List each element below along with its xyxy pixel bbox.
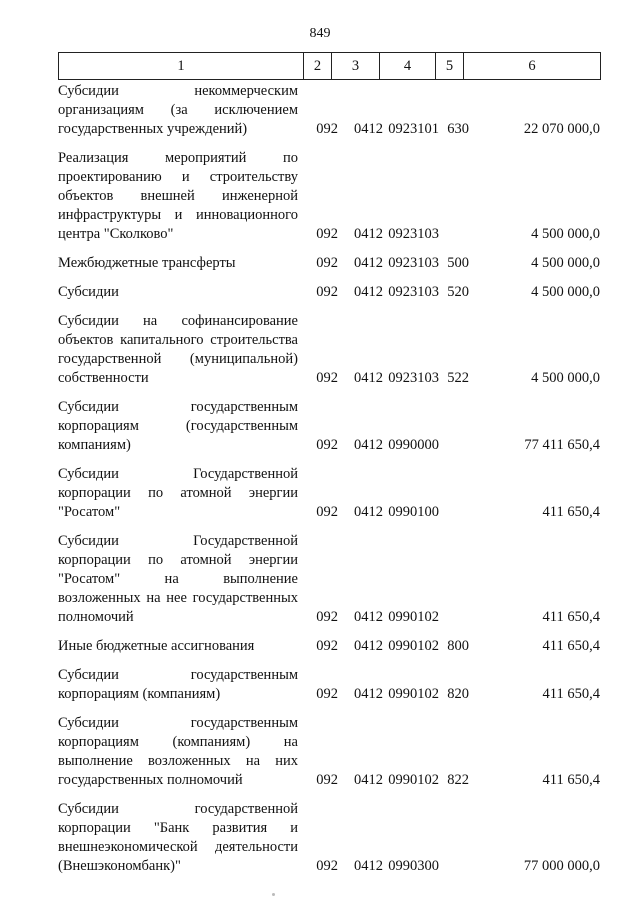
row-amount: 22 070 000,0	[523, 121, 600, 137]
row-amount: 411 650,4	[542, 638, 600, 654]
row-description: Субсидии Государственной корпорации по атомной энергии "Росатом" на выполнение возложенных на нее государственных полномочий	[58, 533, 298, 625]
row-ministry-code: 092	[316, 226, 338, 242]
row-expense-type: 630	[447, 121, 469, 137]
table-row	[58, 714, 600, 790]
table-row	[58, 800, 600, 876]
table-row	[58, 82, 600, 139]
row-section-code: 0412	[354, 772, 383, 788]
table-row	[58, 666, 600, 704]
row-section-code: 0412	[354, 370, 383, 386]
column-header-1: 1	[59, 53, 304, 80]
row-amount: 77 000 000,0	[523, 858, 600, 874]
row-ministry-code: 092	[316, 686, 338, 702]
row-section-code: 0412	[354, 121, 383, 137]
row-description: Субсидии государственным корпорациям (компаниям)	[58, 667, 298, 702]
row-target-code: 0923103	[388, 284, 439, 300]
row-target-code: 0990100	[388, 504, 439, 520]
row-amount: 411 650,4	[542, 504, 600, 520]
column-header-4: 4	[380, 53, 436, 80]
table-row	[58, 254, 600, 273]
row-section-code: 0412	[354, 284, 383, 300]
row-expense-type: 500	[447, 255, 469, 271]
row-target-code: 0990102	[388, 686, 439, 702]
column-header-row	[59, 53, 601, 80]
row-target-code: 0990102	[388, 638, 439, 654]
row-ministry-code: 092	[316, 772, 338, 788]
row-target-code: 0923103	[388, 255, 439, 271]
table-row	[58, 149, 600, 244]
row-ministry-code: 092	[316, 121, 338, 137]
row-ministry-code: 092	[316, 609, 338, 625]
row-amount: 4 500 000,0	[531, 255, 600, 271]
table-row	[58, 465, 600, 522]
row-description: Субсидии на софинансирование объектов капитального строительства государственной (муниципальной) собственности	[58, 313, 298, 386]
row-section-code: 0412	[354, 504, 383, 520]
row-expense-type: 522	[447, 370, 469, 386]
row-description: Межбюджетные трансферты	[58, 255, 236, 271]
column-header-2: 2	[304, 53, 332, 80]
row-target-code: 0923103	[388, 226, 439, 242]
row-description: Реализация мероприятий по проектированию и строительству объектов внешней инженерной инфраструктуры и инновационного центра "Сколково"	[58, 150, 298, 242]
row-amount: 4 500 000,0	[531, 370, 600, 386]
row-amount: 4 500 000,0	[531, 226, 600, 242]
row-target-code: 0923101	[388, 121, 439, 137]
row-section-code: 0412	[354, 858, 383, 874]
row-description: Субсидии государственным корпорациям (компаниям) на выполнение возложенных на них государственных полномочий	[58, 715, 298, 788]
row-expense-type: 822	[447, 772, 469, 788]
column-header-table	[58, 52, 601, 80]
row-description: Иные бюджетные ассигнования	[58, 638, 255, 654]
row-section-code: 0412	[354, 686, 383, 702]
table-row	[58, 283, 600, 302]
row-target-code: 0923103	[388, 370, 439, 386]
row-target-code: 0990000	[388, 437, 439, 453]
scan-dot-mark	[272, 893, 275, 896]
row-section-code: 0412	[354, 226, 383, 242]
budget-rows	[58, 82, 600, 886]
row-expense-type: 800	[447, 638, 469, 654]
row-section-code: 0412	[354, 437, 383, 453]
row-section-code: 0412	[354, 638, 383, 654]
row-amount: 4 500 000,0	[531, 284, 600, 300]
row-target-code: 0990102	[388, 609, 439, 625]
row-section-code: 0412	[354, 255, 383, 271]
row-description: Субсидии	[58, 284, 119, 300]
row-ministry-code: 092	[316, 504, 338, 520]
column-header-5: 5	[436, 53, 464, 80]
row-description: Субсидии государственной корпорации "Банк развития и внешнеэкономической деятельности (Внешэкономбанк)"	[58, 801, 298, 874]
table-row	[58, 398, 600, 455]
table-row	[58, 637, 600, 656]
table-row	[58, 312, 600, 388]
row-description: Субсидии государственным корпорациям (государственным компаниям)	[58, 399, 298, 453]
row-ministry-code: 092	[316, 370, 338, 386]
row-ministry-code: 092	[316, 858, 338, 874]
column-header-3: 3	[332, 53, 380, 80]
row-section-code: 0412	[354, 609, 383, 625]
row-target-code: 0990102	[388, 772, 439, 788]
row-amount: 411 650,4	[542, 686, 600, 702]
row-target-code: 0990300	[388, 858, 439, 874]
row-description: Субсидии Государственной корпорации по атомной энергии "Росатом"	[58, 466, 298, 520]
row-expense-type: 820	[447, 686, 469, 702]
row-ministry-code: 092	[316, 255, 338, 271]
table-row	[58, 532, 600, 627]
row-amount: 411 650,4	[542, 772, 600, 788]
row-amount: 77 411 650,4	[524, 437, 600, 453]
row-ministry-code: 092	[316, 638, 338, 654]
row-ministry-code: 092	[316, 284, 338, 300]
row-description: Субсидии некоммерческим организациям (за исключением государственных учреждений)	[58, 83, 298, 137]
row-ministry-code: 092	[316, 437, 338, 453]
column-header-6: 6	[464, 53, 601, 80]
row-amount: 411 650,4	[542, 609, 600, 625]
page-number: 849	[309, 26, 331, 41]
row-expense-type: 520	[447, 284, 469, 300]
